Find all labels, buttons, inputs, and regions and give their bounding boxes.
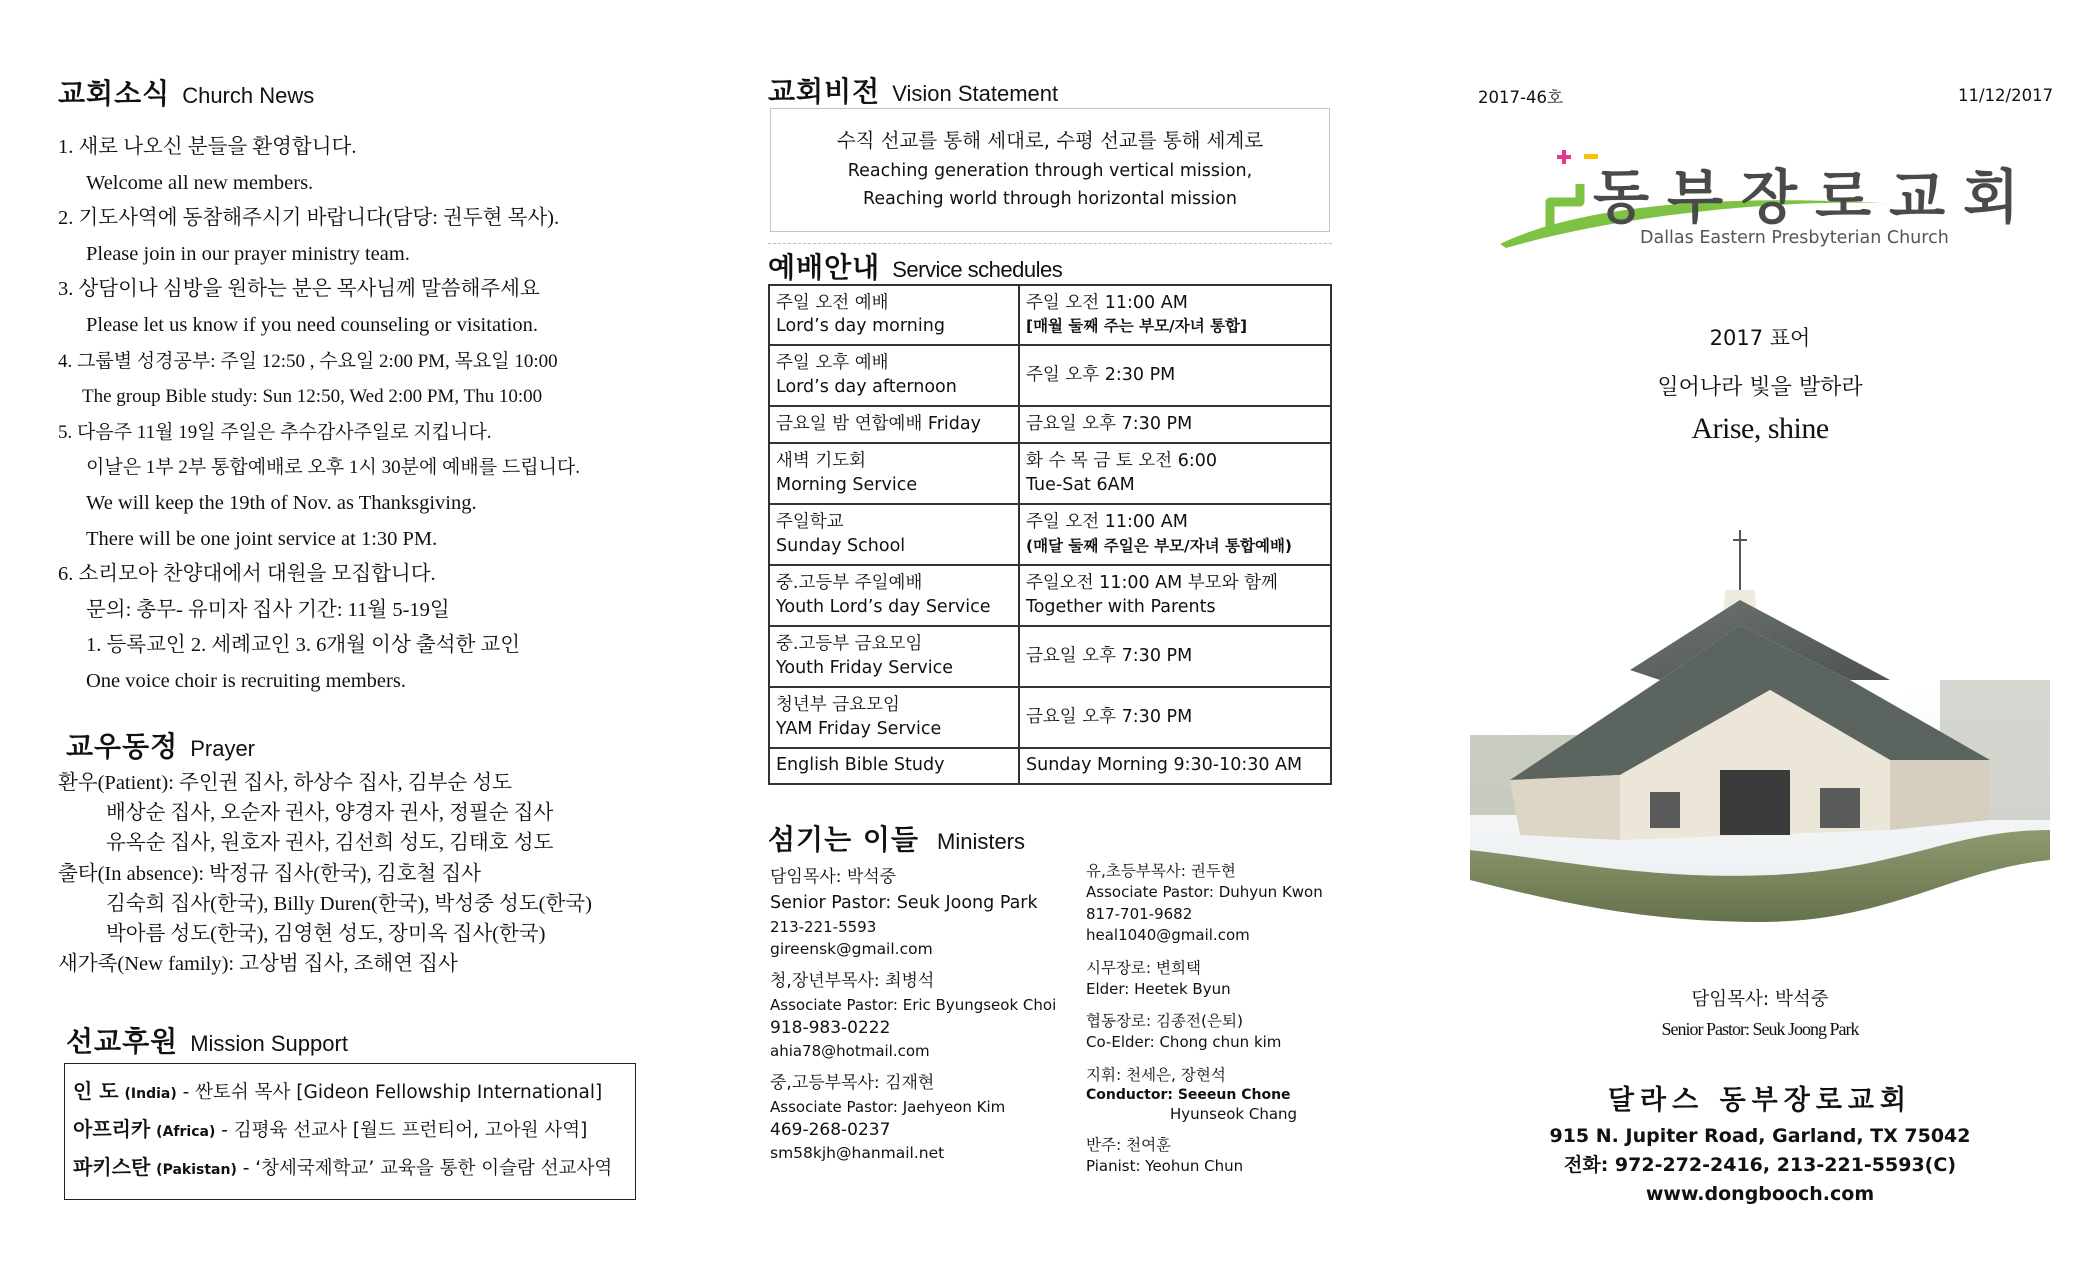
service-time-cell <box>1019 748 1331 784</box>
service-name: 주일 오전 예배 <box>776 292 889 313</box>
service-time: Sunday Morning 9:30-10:30 AM <box>1026 755 1303 776</box>
column-vision-services <box>768 0 1338 1275</box>
minister-coelder <box>1086 1010 1356 1054</box>
news-title-en: Church News <box>182 83 315 108</box>
mission-desc: - 김평육 선교사 [월드 프런티어, 고아원 사역] <box>215 1120 588 1141</box>
service-name-cell <box>769 504 1019 565</box>
news-line: 이날은 1부 2부 통합예배로 오후 1시 30분에 예배를 드립니다. <box>86 457 581 479</box>
minister-role: 유,초등부목사: 권두현 <box>1086 862 1236 880</box>
service-time-cell <box>1019 285 1331 345</box>
service-time: 금요일 오후 7:30 PM <box>1026 645 1193 666</box>
minister-role: 지휘: 천세은, 장현석 <box>1086 1065 1226 1084</box>
minister-phone: 469-268-0237 <box>770 1120 891 1140</box>
service-time-cell <box>1019 504 1331 565</box>
minister-role: 반주: 천여훈 <box>1086 1135 1172 1154</box>
motto-ko: 일어나라 빛을 발하라 <box>1657 375 1863 400</box>
service-time: 주일 오후 2:30 PM <box>1026 364 1176 385</box>
ministers-heading <box>768 818 1025 858</box>
service-time-en: Tue-Sat 6AM <box>1026 474 1135 495</box>
minister-phone: 817-701-9682 <box>1086 904 1193 923</box>
service-time-cell <box>1019 443 1331 504</box>
minister-email: sm58kjh@hanmail.net <box>770 1144 945 1162</box>
service-time-cell <box>1019 565 1331 626</box>
service-note: [매월 둘째 주는 부모/자녀 통합] <box>1026 317 1248 335</box>
vision-heading <box>768 70 1058 110</box>
service-name-en: Sunday School <box>776 535 906 556</box>
church-name-ko: 동부장로교회 <box>1593 163 2038 231</box>
news-line: Please let us know if you need counseling or visitation. <box>86 313 539 336</box>
prayer-title-ko: 교우동정 <box>66 730 179 763</box>
issue-number: 2017-46호 <box>1478 88 1563 107</box>
service-time-cell <box>1019 626 1331 687</box>
news-line: 1. 새로 나오신 분들을 환영합니다. <box>58 136 357 158</box>
news-line: Please join in our prayer ministry team. <box>86 242 410 265</box>
service-name-cell <box>769 443 1019 504</box>
service-time: 금요일 오후 7:30 PM <box>1026 706 1193 727</box>
service-name-en: Youth Lord’s day Service <box>776 596 991 617</box>
mission-item <box>73 1112 635 1150</box>
service-time-cell <box>1019 687 1331 748</box>
minister-conductor <box>1086 1064 1356 1124</box>
service-name: English Bible Study <box>776 755 945 776</box>
service-name-cell <box>769 345 1019 406</box>
prayer-line: 김숙희 집사(한국), Billy Duren(한국), 박성중 성도(한국) <box>106 892 592 915</box>
mission-item <box>73 1074 635 1112</box>
service-name-cell <box>769 687 1019 748</box>
service-name-cell <box>769 626 1019 687</box>
service-name-en: Lord’s day afternoon <box>776 376 957 397</box>
mission-title-en: Mission Support <box>190 1031 348 1056</box>
news-line: We will keep the 19th of Nov. as Thanksgiving. <box>86 491 477 514</box>
prayer-line: 환우(Patient): 주인권 집사, 하상수 집사, 김부순 성도 <box>58 772 512 794</box>
service-time: 화 수 목 금 토 오전 6:00 <box>1026 451 1218 471</box>
address-block <box>1460 1122 2060 1209</box>
service-name: 주일 오후 예배 <box>776 353 889 373</box>
entrance-door <box>1720 770 1790 835</box>
news-line: 3. 상담이나 심방을 원하는 분은 목사님께 말씀해주세요 <box>58 278 540 301</box>
service-table <box>768 284 1332 785</box>
news-line: Welcome all new members. <box>86 171 314 194</box>
table-row <box>769 504 1331 565</box>
vision-en-line2: Reaching world through horizontal mission <box>863 189 1237 209</box>
ministers-title-ko: 섬기는 이들 <box>768 823 919 856</box>
service-name-en: Youth Friday Service <box>776 657 953 678</box>
mission-country-en: (Pakistan) <box>156 1162 237 1178</box>
window <box>1650 792 1680 828</box>
minister-youth <box>770 1070 1070 1164</box>
address-church-name: 달라스 동부장로교회 <box>1607 1085 1913 1116</box>
minister-children <box>1086 860 1356 947</box>
service-time-cell <box>1019 406 1331 443</box>
service-name: 새벽 기도회 <box>776 451 867 471</box>
services-title-ko: 예배안내 <box>768 251 881 284</box>
table-row <box>769 406 1331 443</box>
service-name: 금요일 밤 연합예배 Friday <box>776 413 981 434</box>
prayer-line: 박아름 성도(한국), 김영현 성도, 장미옥 집사(한국) <box>106 923 546 946</box>
mission-heading <box>66 1020 348 1060</box>
service-name-cell <box>769 748 1019 784</box>
ministers-right <box>1086 860 1356 1187</box>
minister-role: 담임목사: 박석중 <box>770 867 897 887</box>
logo-cross <box>1557 150 1571 164</box>
mission-desc: - ‘창세국제학교’ 교육을 통한 이슬람 선교사역 <box>236 1158 613 1179</box>
service-name-en: Lord’s day morning <box>776 316 945 336</box>
minister-name-en: Pianist: Yeohun Chun <box>1086 1156 1244 1175</box>
building-right <box>1890 760 1990 830</box>
service-time: 주일 오전 11:00 AM <box>1026 292 1188 313</box>
news-heading <box>58 72 314 112</box>
minister-role: 중,고등부목사: 김재현 <box>770 1073 935 1093</box>
table-row <box>769 687 1331 748</box>
table-row <box>769 443 1331 504</box>
service-time-cell <box>1019 345 1331 406</box>
news-line: 2. 기도사역에 동참해주시기 바랍니다(담당: 권두현 목사). <box>58 207 560 230</box>
news-list <box>58 130 658 700</box>
prayer-title-en: Prayer <box>190 736 255 761</box>
minister-role: 시무장로: 변희택 <box>1086 958 1201 977</box>
news-line: There will be one joint service at 1:30 PM. <box>86 527 438 550</box>
pastor-ko: 담임목사: 박석중 <box>1691 989 1829 1010</box>
minister-senior <box>770 864 1070 960</box>
news-line: 1. 등록교인 2. 세례교인 3. 6개월 이상 출석한 교인 <box>86 634 521 657</box>
table-row <box>769 626 1331 687</box>
news-line: One voice choir is recruiting members. <box>86 669 406 692</box>
mission-country-ko: 인 도 <box>73 1079 119 1103</box>
minister-young <box>770 968 1070 1062</box>
news-line: 문의: 총무- 유미자 집사 기간: 11월 5-19일 <box>86 598 450 621</box>
minister-email: ahia78@hotmail.com <box>770 1042 930 1060</box>
building-left <box>1510 775 1620 840</box>
news-line: 5. 다음주 11월 19일 주일은 추수감사주일로 지킵니다. <box>58 421 492 443</box>
minister-email: gireensk@gmail.com <box>770 940 933 958</box>
bulletin-date: 11/12/2017 <box>1958 86 2054 105</box>
mission-box <box>64 1063 636 1200</box>
vision-title-en: Vision Statement <box>892 81 1059 106</box>
news-line: 6. 소리모아 찬양대에서 대원을 모집합니다. <box>58 563 436 586</box>
services-heading <box>768 243 1332 286</box>
mission-title-ko: 선교후원 <box>66 1025 179 1058</box>
minister-role: 청,장년부목사: 최병석 <box>770 971 935 991</box>
mission-country-ko: 아프리카 <box>73 1117 151 1141</box>
service-name-cell <box>769 565 1019 626</box>
website: www.dongbooch.com <box>1645 1183 1875 1205</box>
church-building-photo <box>1470 530 2050 922</box>
service-note: (매달 둘째 주일은 부모/자녀 통합예배) <box>1026 536 1293 555</box>
ministers-left <box>770 864 1070 1172</box>
table-row <box>769 565 1331 626</box>
prayer-line: 배상순 집사, 오순자 권사, 양경자 권사, 정필순 집사 <box>106 802 554 825</box>
vision-ko: 수직 선교를 통해 세대로, 수평 선교를 통해 세계로 <box>836 129 1264 152</box>
minister-phone: 918-983-0222 <box>770 1018 891 1038</box>
motto-year: 2017 표어 <box>1709 326 1811 350</box>
service-name: 청년부 금요모임 <box>776 695 900 715</box>
minister-name-en: Associate Pastor: Duhyun Kwon <box>1086 883 1323 901</box>
minister-elder <box>1086 957 1356 1001</box>
minister-name-en: Elder: Heetek Byun <box>1086 979 1231 998</box>
service-time: 주일 오전 11:00 AM <box>1026 512 1188 532</box>
vision-box <box>770 108 1330 232</box>
motto-en: Arise, shine <box>1691 412 1829 445</box>
minister-name-en: Hyunseok Chang <box>1170 1104 1298 1123</box>
column-cover <box>1460 0 2060 1275</box>
street-address: 915 N. Jupiter Road, Garland, TX 75042 <box>1549 1125 1971 1147</box>
minister-email: heal1040@gmail.com <box>1086 926 1250 944</box>
mission-country-ko: 파키스탄 <box>73 1155 151 1179</box>
minister-name-en: Co-Elder: Chong chun kim <box>1086 1033 1282 1051</box>
column-news <box>58 0 658 1275</box>
service-time: 주일오전 11:00 AM 부모와 함께 <box>1026 573 1278 593</box>
prayer-list <box>58 768 666 979</box>
service-name-en: Morning Service <box>776 474 918 495</box>
minister-name-en: Associate Pastor: Eric Byungseok Choi <box>770 996 1057 1014</box>
prayer-line: 출타(In absence): 박정규 집사(한국), 김호철 집사 <box>58 862 481 885</box>
vision-title-ko: 교회비전 <box>768 75 881 108</box>
minister-phone: 213-221-5593 <box>770 918 877 936</box>
phone-numbers: 전화: 972-272-2416, 213-221-5593(C) <box>1563 1154 1956 1176</box>
prayer-line: 유옥순 집사, 원호자 권사, 김선희 성도, 김태호 성도 <box>106 832 554 855</box>
church-name-en: Dallas Eastern Presbyterian Church <box>1640 228 1949 248</box>
minister-role: 협동장로: 김종전(은퇴) <box>1086 1012 1244 1030</box>
service-time-en: Together with Parents <box>1026 596 1216 617</box>
news-title-ko: 교회소식 <box>58 77 171 110</box>
table-row <box>769 285 1331 345</box>
mission-item <box>73 1150 635 1188</box>
mission-desc: - 싼토쉬 목사 [Gideon Fellowship International] <box>176 1082 603 1103</box>
minister-name-en: Associate Pastor: Jaehyeon Kim <box>770 1098 1006 1116</box>
service-time: 금요일 오후 7:30 PM <box>1026 413 1193 434</box>
service-name-cell <box>769 285 1019 345</box>
news-line: The group Bible study: Sun 12:50, Wed 2:00 PM, Thu 10:00 <box>82 386 543 408</box>
service-name-en: YAM Friday Service <box>776 718 942 739</box>
ministers-title-en: Ministers <box>937 829 1026 854</box>
service-name-cell <box>769 406 1019 443</box>
table-row <box>769 345 1331 406</box>
window <box>1820 788 1860 828</box>
vision-en-line1: Reaching generation through vertical mission, <box>847 161 1253 181</box>
prayer-heading <box>66 725 255 765</box>
mission-country-en: (India) <box>124 1086 177 1102</box>
service-name: 중.고등부 주일예배 <box>776 573 923 593</box>
table-row <box>769 748 1331 784</box>
service-name: 중.고등부 금요모임 <box>776 634 923 654</box>
minister-name-en: Senior Pastor: Seuk Joong Park <box>770 893 1038 913</box>
service-name: 주일학교 <box>776 512 844 532</box>
minister-pianist <box>1086 1134 1356 1178</box>
mission-country-en: (Africa) <box>156 1124 216 1140</box>
news-line: 4. 그룹별 성경공부: 주일 12:50 , 수요일 2:00 PM, 목요일 10:00 <box>58 350 558 372</box>
prayer-line: 새가족(New family): 고상범 집사, 조해연 집사 <box>58 953 458 976</box>
pastor-en: Senior Pastor: Seuk Joong Park <box>1661 1019 1859 1039</box>
services-title-en: Service schedules <box>892 257 1063 282</box>
minister-name-en: Conductor: Seeeun Chone <box>1086 1086 1291 1103</box>
